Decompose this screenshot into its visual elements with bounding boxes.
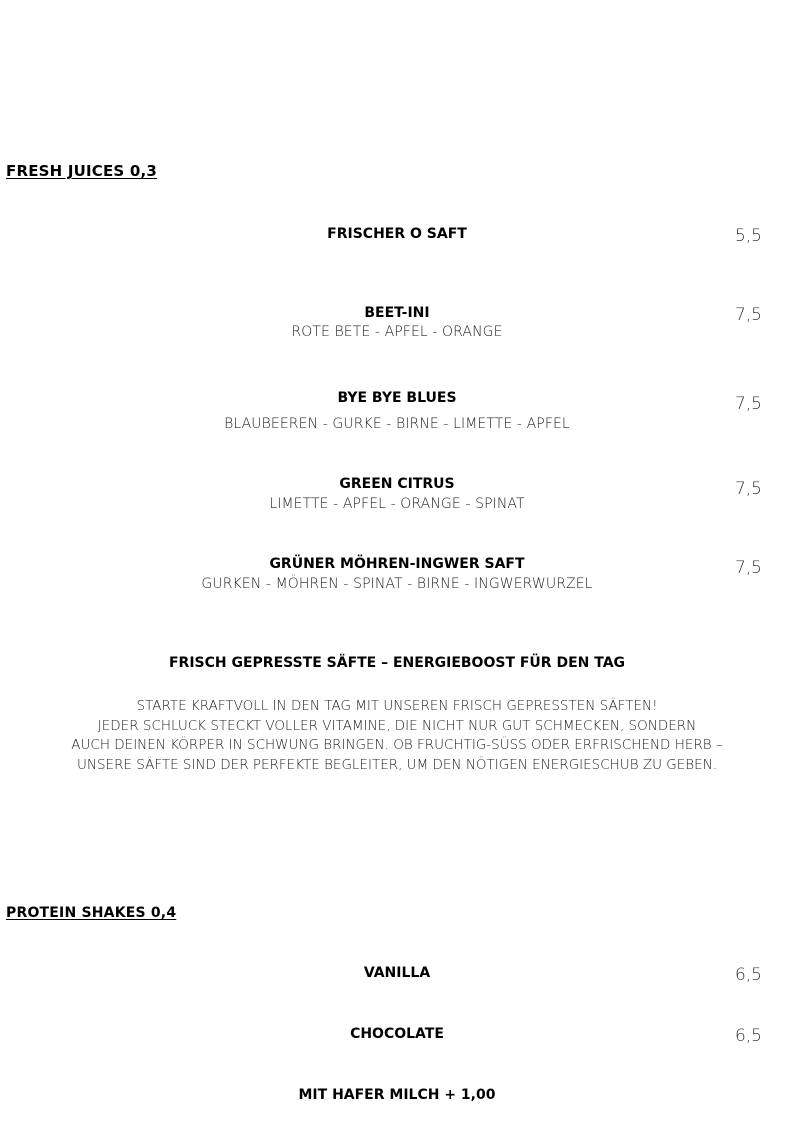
info-heading: FRISCH GEPRESSTE SÄFTE – ENERGIEBOOST FÜR DEN TAG <box>168 655 626 671</box>
oat-milk-note: MIT HAFER MILCH + 1,00 <box>298 1087 496 1103</box>
section-title-fresh-juices: FRESH JUICES 0,3 <box>6 162 158 180</box>
info-line: JEDER SCHLUCK STECKT VOLLER VITAMINE, DIE NICHT NUR GUT SCHMECKEN, SONDERN <box>97 717 697 734</box>
menu-item-name: VANILLA <box>363 965 431 981</box>
menu-item-price: 7,5 <box>734 479 762 499</box>
menu-item-description: BLAUBEEREN - GURKE - BIRNE - LIMETTE - APFEL <box>224 416 570 432</box>
info-line: UNSERE SÄFTE SIND DER PERFEKTE BEGLEITER, UM DEN NÖTIGEN ENERGIESCHUB ZU GEBEN. <box>77 756 717 773</box>
menu-item-name: CHOCOLATE <box>350 1026 444 1042</box>
info-line: AUCH DEINEN KÖRPER IN SCHWUNG BRINGEN. OB FRUCHTIG-SÜSS ODER ERFRISCHEND HERB – <box>71 737 723 753</box>
menu-item-price: 7,5 <box>734 394 762 414</box>
menu-item-name: GRÜNER MÖHREN-INGWER SAFT <box>269 556 525 572</box>
menu-item-name: GREEN CITRUS <box>339 476 455 492</box>
menu-item-price: 7,5 <box>734 558 762 578</box>
info-paragraph <box>0 697 794 775</box>
section-title-protein-shakes: PROTEIN SHAKES 0,4 <box>6 905 177 921</box>
menu-item-description: GURKEN - MÖHREN - SPINAT - BIRNE - INGWERWURZEL <box>201 576 593 592</box>
menu-item-price: 6,5 <box>734 965 762 985</box>
menu-item-price: 6,5 <box>734 1026 762 1046</box>
menu-item-name: BEET-INI <box>364 305 430 321</box>
menu-item-name: FRISCHER O SAFT <box>327 226 467 242</box>
menu-item-price: 7,5 <box>734 305 762 325</box>
menu-item-name: BYE BYE BLUES <box>337 390 457 406</box>
menu-item-description: ROTE BETE - APFEL - ORANGE <box>291 324 503 340</box>
info-line: STARTE KRAFTVOLL IN DEN TAG MIT UNSEREN FRISCH GEPRESSTEN SÄFTEN! <box>136 698 658 714</box>
menu-item-description: LIMETTE - APFEL - ORANGE - SPINAT <box>269 496 525 512</box>
menu-item-price: 5,5 <box>734 226 762 246</box>
